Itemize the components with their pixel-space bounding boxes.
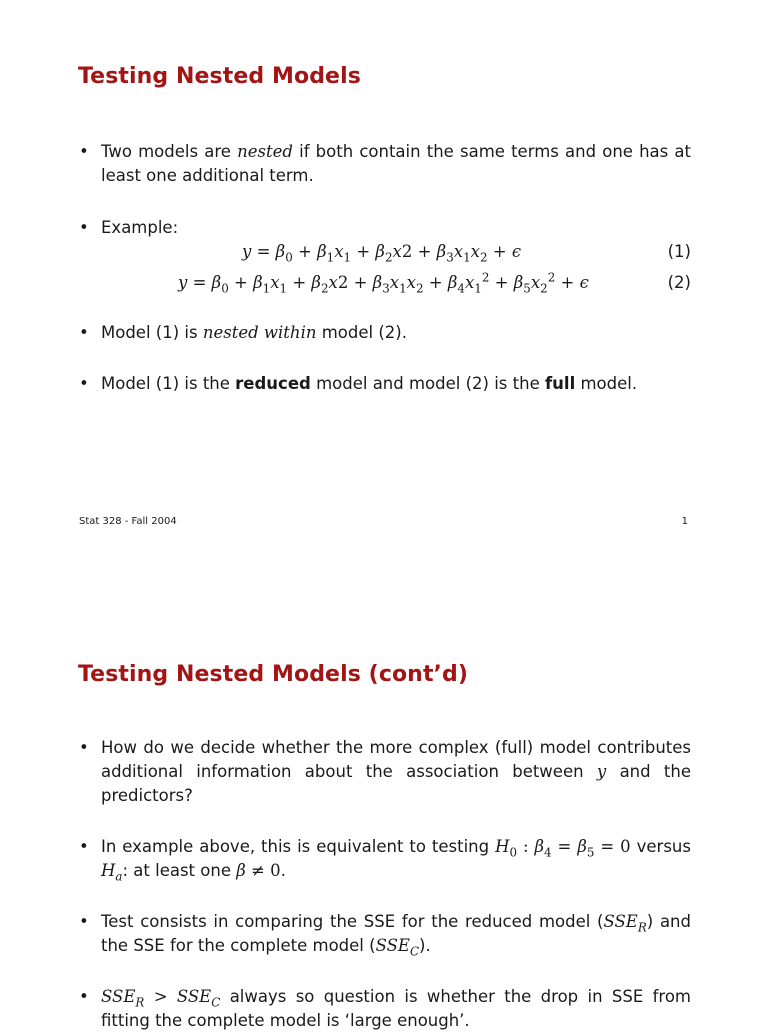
bullet-text: and the predictors?	[101, 762, 692, 805]
footer-course: Stat 328 - Fall 2004	[79, 516, 177, 527]
bullet-dot: •	[79, 374, 89, 393]
equation-1-expression: $y = \beta_0 + \beta_1x_1 + \beta_2x2 + \beta_3x_1x_2 + \epsilon$	[242, 242, 522, 265]
bullet-text: Two models are	[101, 142, 231, 161]
bullet-dot: •	[79, 738, 89, 757]
bullet-text: Example:	[101, 218, 179, 237]
emphasis-nested-within: nested within	[202, 323, 317, 342]
math-null-hypothesis: $H_0$ : $\beta_4 = \beta_5 = 0$	[495, 837, 631, 860]
bullet-text: : at least one	[122, 861, 231, 880]
bullet-text: if both contain the same terms and one has at least one additional term.	[101, 142, 692, 185]
math-y: y	[596, 762, 607, 781]
bullet-text: model (2).	[321, 323, 407, 342]
bullet-dot: •	[79, 912, 89, 931]
bullet-text: model and model (2) is the	[316, 374, 540, 393]
emphasis-nested: nested	[237, 142, 293, 161]
equation-1-number: (1)	[667, 242, 691, 261]
bullet-sse-drop	[79, 985, 691, 1033]
slide-1-title: Testing Nested Models	[78, 64, 361, 89]
bullet-text: Model (1) is the	[101, 374, 230, 393]
bullet-dot: •	[79, 218, 89, 237]
math-sse-complete: $SSE_C$	[375, 936, 420, 959]
bullet-compare-sse	[79, 910, 691, 958]
bullet-text: Test consists in comparing the SSE for the reduced model (	[101, 912, 604, 931]
math-sse-inequality: $SSE_R > SSE_C$	[101, 987, 221, 1010]
math-beta-nonzero: β ≠ 0.	[236, 861, 286, 880]
bullet-reduced-full	[79, 372, 691, 396]
bold-full: full	[544, 374, 576, 393]
slide-2	[0, 580, 768, 1030]
bullet-question	[79, 736, 691, 808]
bullet-text: Model (1) is	[101, 323, 198, 342]
bullet-nested-within	[79, 321, 691, 345]
math-alt-hypothesis: $H_a$	[101, 861, 123, 884]
bullet-nested-definition	[79, 140, 691, 188]
equation-2-number: (2)	[667, 273, 691, 292]
math-sse-reduced: $SSE_R$	[603, 912, 647, 935]
bullet-text: In example above, this is equivalent to testing	[101, 837, 490, 856]
bullet-example	[79, 216, 691, 240]
bullet-text: ) and the SSE for the complete model (	[101, 912, 691, 955]
bullet-text: versus	[636, 837, 691, 856]
bullet-text: model.	[580, 374, 638, 393]
equation-2-expression: $y = \beta_0 + \beta_1x_1 + \beta_2x2 + \beta_3x_1x_2 + \beta_4x_1^2 + \beta_5x_2^2 + \epsilon$	[178, 270, 589, 296]
bullet-dot: •	[79, 142, 89, 161]
bold-reduced: reduced	[235, 374, 311, 393]
bullet-text: ).	[419, 936, 431, 955]
bullet-dot: •	[79, 837, 89, 856]
slide-2-title: Testing Nested Models (cont’d)	[78, 662, 469, 687]
footer-page-number: 1	[681, 516, 688, 527]
bullet-text: always so question is whether the drop in SSE from fitting the complete model is ‘large enough’.	[101, 987, 692, 1030]
bullet-dot: •	[79, 323, 89, 342]
bullet-dot: •	[79, 987, 89, 1006]
bullet-text: How do we decide whether the more complex (full) model contributes additional information about the association between	[101, 738, 691, 781]
bullet-hypothesis	[79, 835, 691, 883]
